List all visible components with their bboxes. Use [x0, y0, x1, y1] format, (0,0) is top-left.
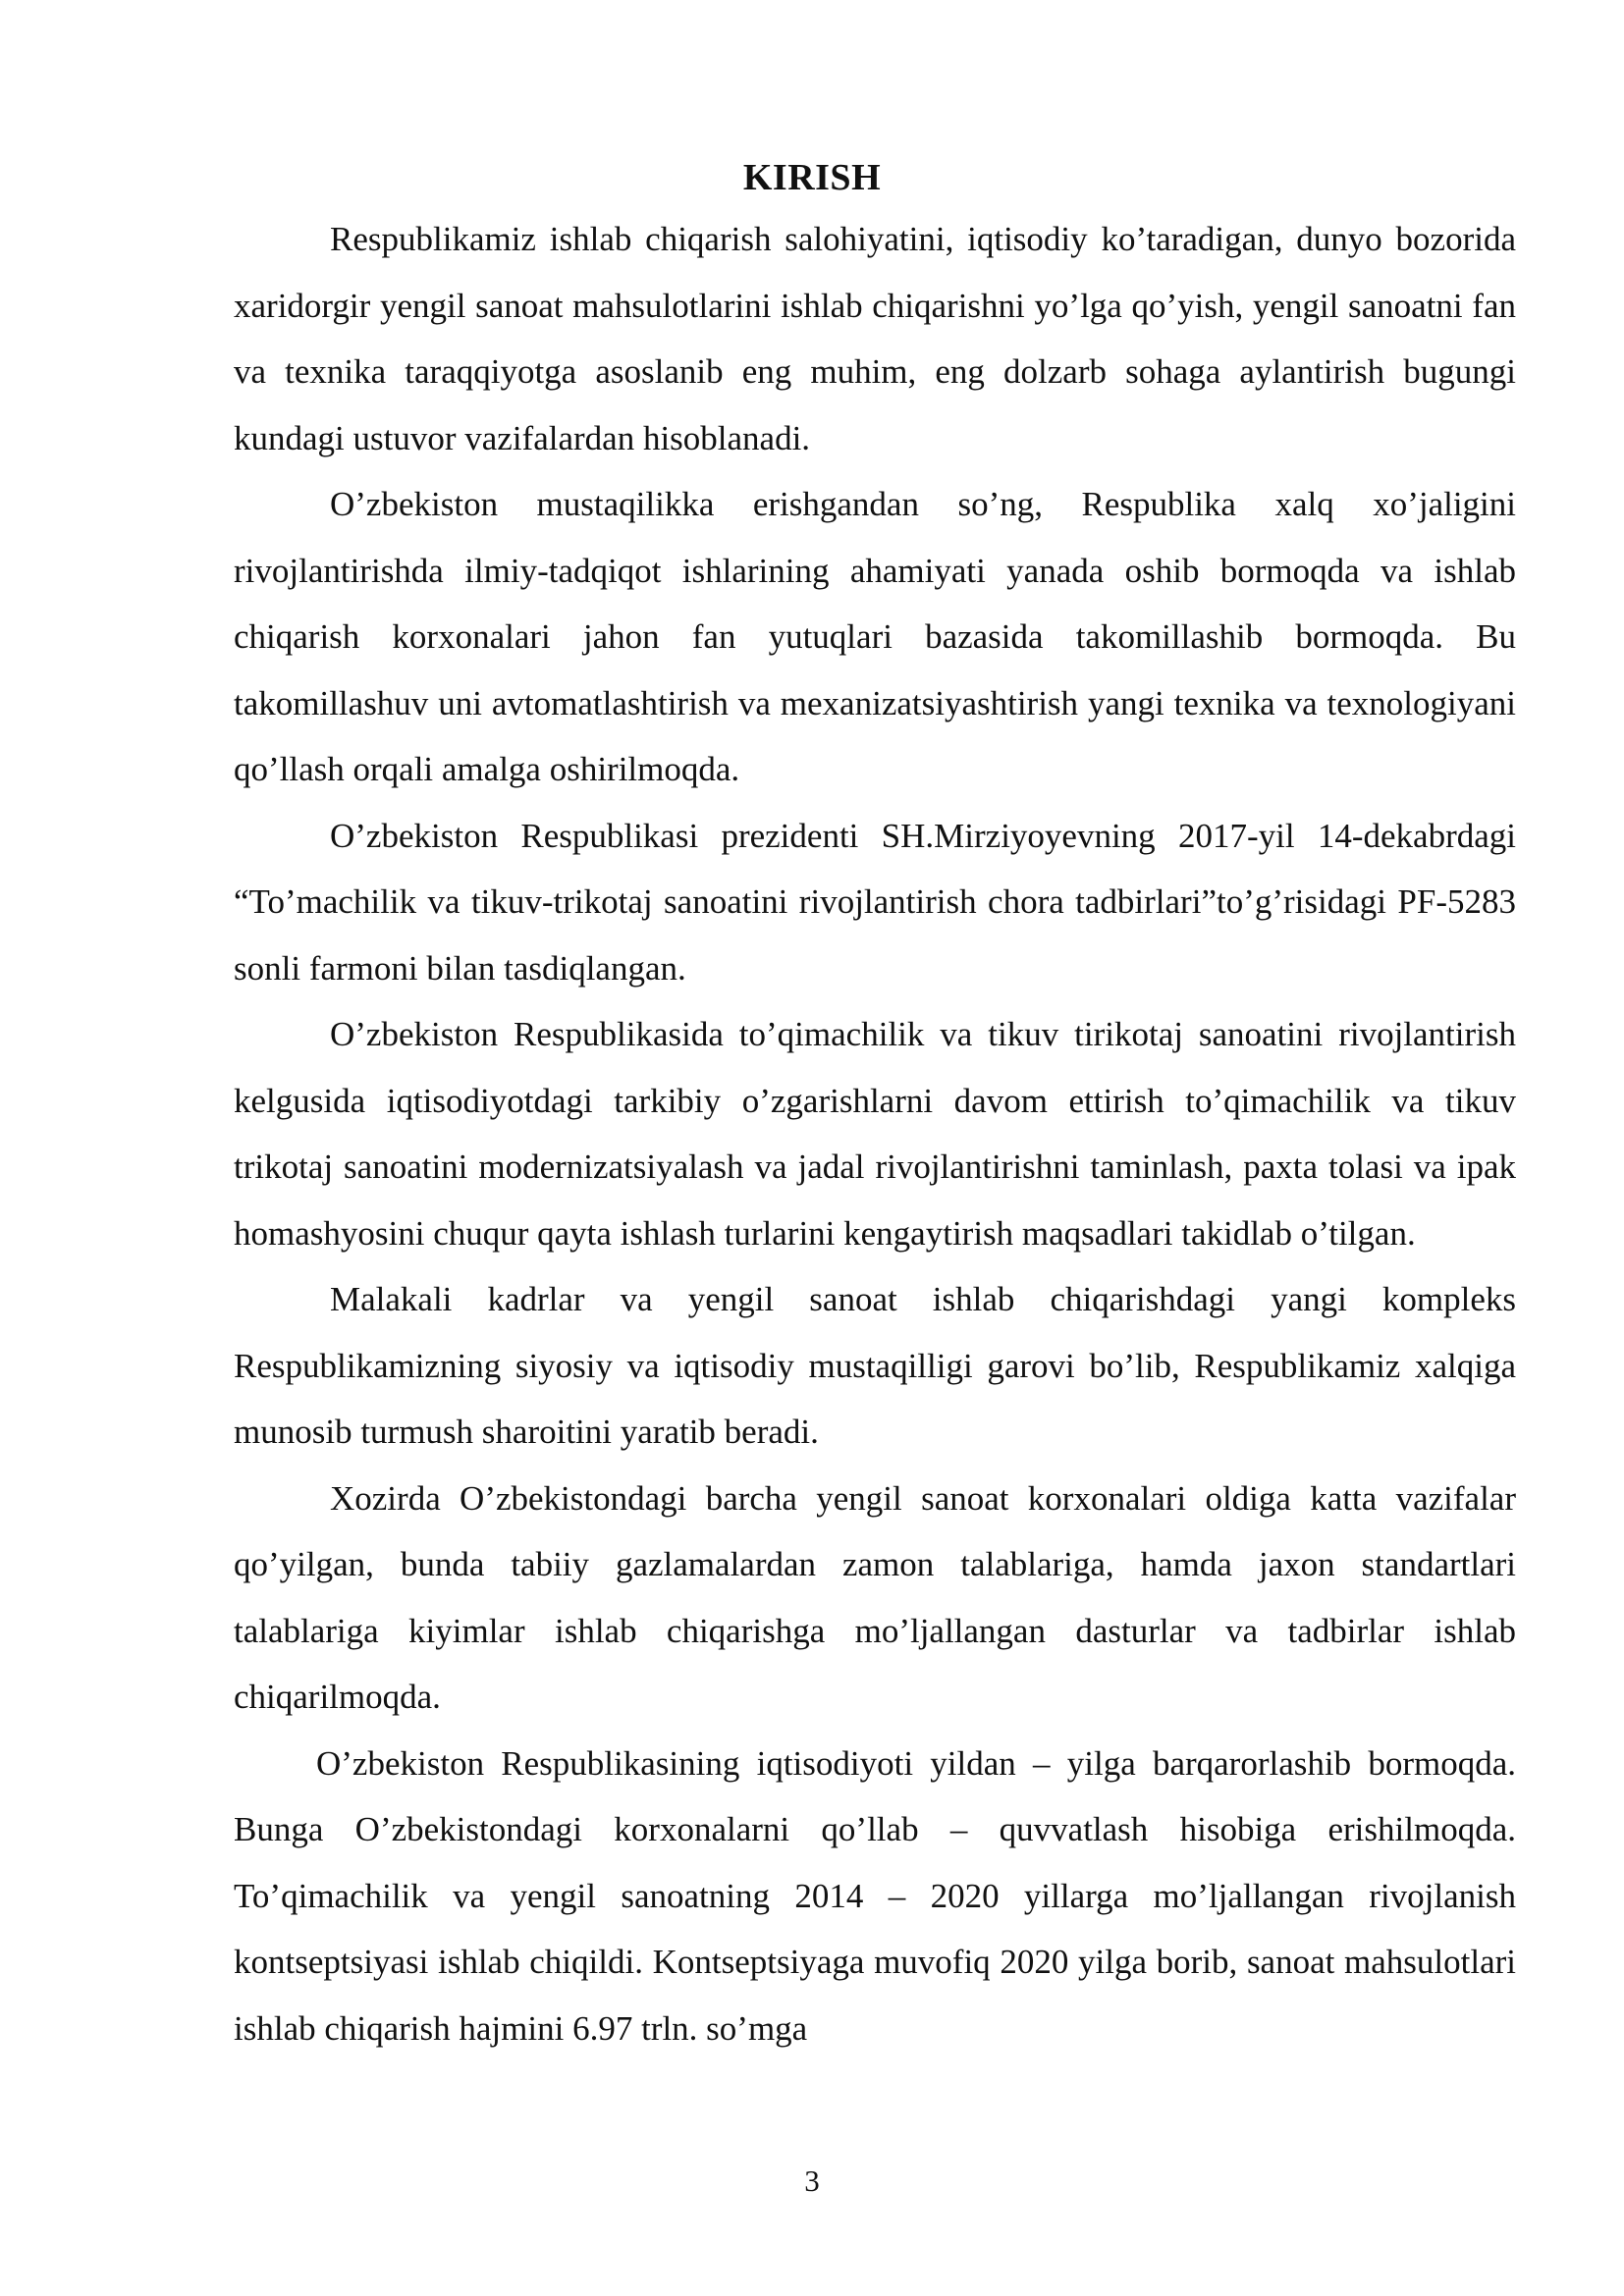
paragraph-1: Respublikamiz ishlab chiqarish salohiyatini, iqtisodiy ko’taradigan, dunyo bozorida xaridorgir yengil sanoat mahsulotlarini ishlab chiqarishni yo’lga qo’yish, yengil sanoatni fan va texnika taraqqiyotga asoslanib eng muhim, eng dolzarb sohaga aylantirish bugungi kundagi ustuvor vazifalardan hisoblanadi.: [234, 220, 1516, 457]
paragraph-2: O’zbekiston mustaqilikka erishgandan so’ng, Respublika xalq xo’jaligini rivojlantirishda ilmiy-tadqiqot ishlarining ahamiyati yanada oshib bormoqda va ishlab chiqarish korxonalari jahon fan yutuqlari bazasida takomillashib bormoqda. Bu takomillashuv uni avtomatlashtirish va mexanizatsiyashtirish yangi texnika va texnologiyani qo’llash orqali amalga oshirilmoqda.: [234, 485, 1516, 788]
paragraph-3: O’zbekiston Respublikasi prezidenti SH.Mirziyoyevning 2017-yil 14-dekabrdagi “To’machilik va tikuv-trikotaj sanoatini rivojlantirish chora tadbirlari”to’g’risidagi PF-5283 sonli farmoni bilan tasdiqlangan.: [234, 816, 1516, 988]
body-text: [234, 206, 1516, 2061]
page-title: KIRISH: [742, 157, 882, 198]
paragraph-4: O’zbekiston Respublikasida to’qimachilik va tikuv tirikotaj sanoatini rivojlantirish kelgusida iqtisodiyotdagi tarkibiy o’zgarishlarni davom ettirish to’qimachilik va tikuv trikotaj sanoatini modernizatsiyalash va jadal rivojlantirishni taminlash, paxta tolasi va ipak homashyosini chuqur qayta ishlash turlarini kengaytirish maqsadlari takidlab o’tilgan.: [234, 1015, 1516, 1253]
paragraph-7: O’zbekiston Respublikasining iqtisodiyoti yildan – yilga barqarorlashib bormoqda. Bunga O’zbekistondagi korxonalarni qo’llab – quvvatlash hisobiga erishilmoqda. To’qimachilik va yengil sanoatning 2014 – 2020 yillarga mo’ljallangan rivojlanish kontseptsiyasi ishlab chiqildi. Kontseptsiyaga muvofiq 2020 yilga borib, sanoat mahsulotlari ishlab chiqarish hajmini 6.97 trln. so’mga: [234, 1743, 1516, 2048]
paragraph-6: Xozirda O’zbekistondagi barcha yengil sanoat korxonalari oldiga katta vazifalar qo’yilgan, bunda tabiiy gazlamalardan zamon talablariga, hamda jaxon standartlari talablariga kiyimlar ishlab chiqarishga mo’ljallangan dasturlar va tadbirlar ishlab chiqarilmoqda.: [234, 1478, 1516, 1716]
paragraph-5: Malakali kadrlar va yengil sanoat ishlab chiqarishdagi yangi kompleks Respublikamizning siyosiy va iqtisodiy mustaqilligi garovi bo’lib, Respublikamiz xalqiga munosib turmush sharoitini yaratib beradi.: [234, 1280, 1516, 1451]
page-number: 3: [804, 2163, 820, 2198]
